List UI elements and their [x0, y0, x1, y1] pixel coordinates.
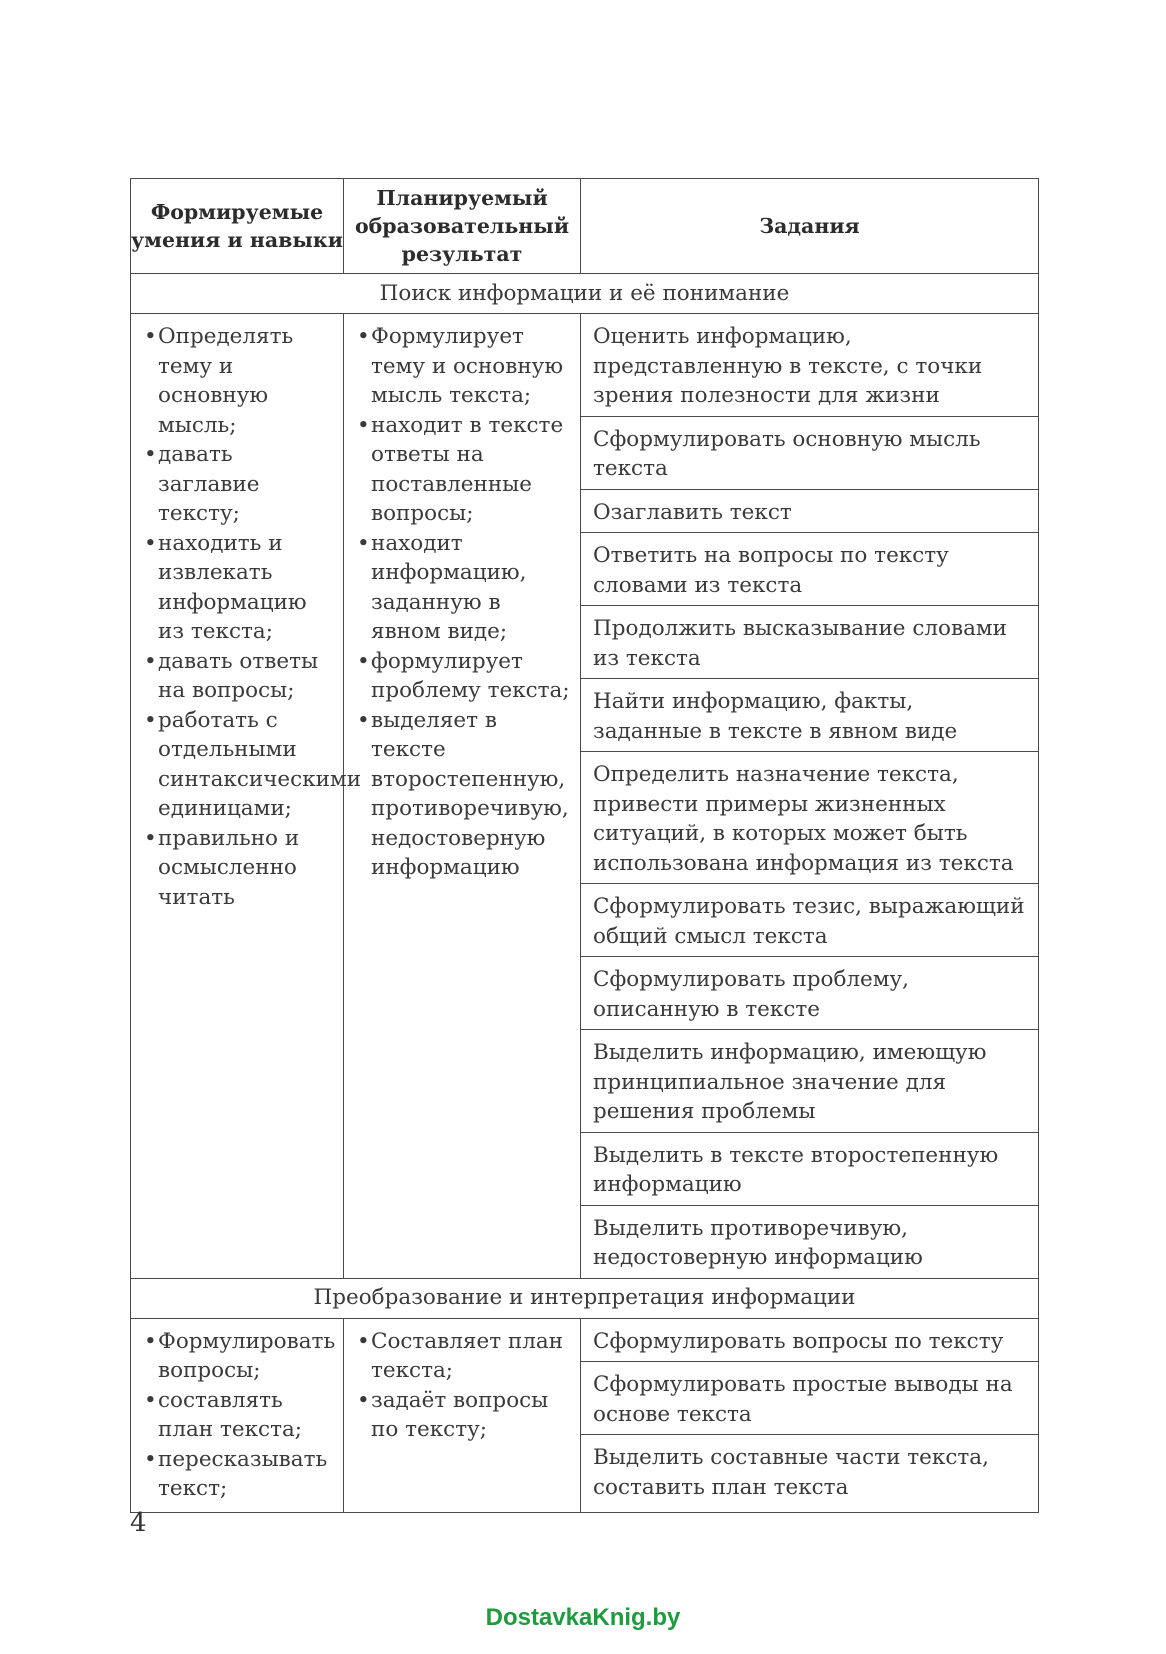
results-cell: [344, 314, 581, 1279]
list-item: • пересказывать текст;: [144, 1445, 337, 1504]
header-results: Планируемый образовательный результат: [344, 179, 581, 274]
list-item: • находить и извлекать информацию из текста;: [144, 529, 337, 647]
list-item: • Определять тему и основную мысль;: [144, 322, 337, 440]
watermark: DostavkaKnig.by: [485, 1604, 681, 1631]
section-title: Поиск информации и её понимание: [131, 274, 1039, 314]
task-item: Сформулировать основную мысль текста: [581, 416, 1038, 489]
list-item: • Формулирует тему и основную мысль текста;: [357, 322, 574, 411]
list-item: • правильно и осмысленно читать: [144, 824, 337, 913]
header-skills: Формируемые умения и навыки: [131, 179, 344, 274]
header-tasks: Задания: [581, 179, 1039, 274]
task-item: Сформулировать проблему, описанную в тексте: [581, 956, 1038, 1029]
task-item: Оценить информацию, представленную в тексте, с точки зрения полезности для жизни: [593, 324, 983, 408]
task-item: Сформулировать простые выводы на основе текста: [581, 1361, 1038, 1434]
table-header-row: [131, 179, 1039, 274]
results-cell: [344, 1318, 581, 1512]
task-item: Выделить составные части текста, составить план текста: [581, 1434, 1038, 1507]
task-item: Продолжить высказывание словами из текста: [581, 605, 1038, 678]
list-item: • формулирует проблему текста;: [357, 647, 574, 706]
task-item: Выделить информацию, имеющую принципиальное значение для решения проблемы: [581, 1029, 1038, 1132]
list-item: • Составляет план текста;: [357, 1327, 574, 1386]
task-item: Выделить в тексте второстепенную информацию: [581, 1132, 1038, 1205]
task-item: Озаглавить текст: [581, 489, 1038, 533]
section-row: [131, 1278, 1039, 1318]
task-item: Ответить на вопросы по тексту словами из текста: [581, 532, 1038, 605]
task-item: Найти информацию, факты, заданные в тексте в явном виде: [581, 678, 1038, 751]
task-item: Сформулировать тезис, выражающий общий смысл текста: [581, 883, 1038, 956]
skills-cell: [131, 314, 362, 1279]
list-item: • задаёт вопросы по тексту;: [357, 1386, 574, 1445]
task-item: Сформулировать вопросы по тексту: [593, 1328, 1004, 1354]
list-item: • давать ответы на вопросы;: [144, 647, 337, 706]
list-item: • находит информацию, заданную в явном виде;: [357, 529, 574, 647]
tasks-cell: [581, 314, 1039, 1279]
list-item: • работать с отдельными синтаксическими единицами;: [144, 706, 337, 824]
section-title: Преобразование и интерпретация информации: [131, 1278, 1039, 1318]
list-item: • составлять план текста;: [144, 1386, 337, 1445]
tasks-cell: [581, 1318, 1039, 1512]
task-item: Выделить противоречивую, недостоверную информацию: [581, 1205, 1038, 1278]
list-item: • Формулировать вопросы;: [144, 1327, 337, 1386]
table-row: [131, 1318, 1039, 1512]
page-number: 4: [130, 1508, 147, 1538]
skills-cell: [131, 1318, 344, 1512]
section-row: [131, 274, 1039, 314]
list-item: • выделяет в тексте второстепенную, противоречивую, недостоверную информацию: [357, 706, 574, 883]
list-item: • находит в тексте ответы на поставленные вопросы;: [357, 411, 574, 529]
task-item: Определить назначение текста, привести примеры жизненных ситуаций, в которых может быть использована информация из текста: [581, 751, 1038, 883]
skills-table: [130, 178, 1039, 1513]
table-row: [131, 314, 1039, 1279]
list-item: • давать заглавие тексту;: [144, 440, 337, 529]
